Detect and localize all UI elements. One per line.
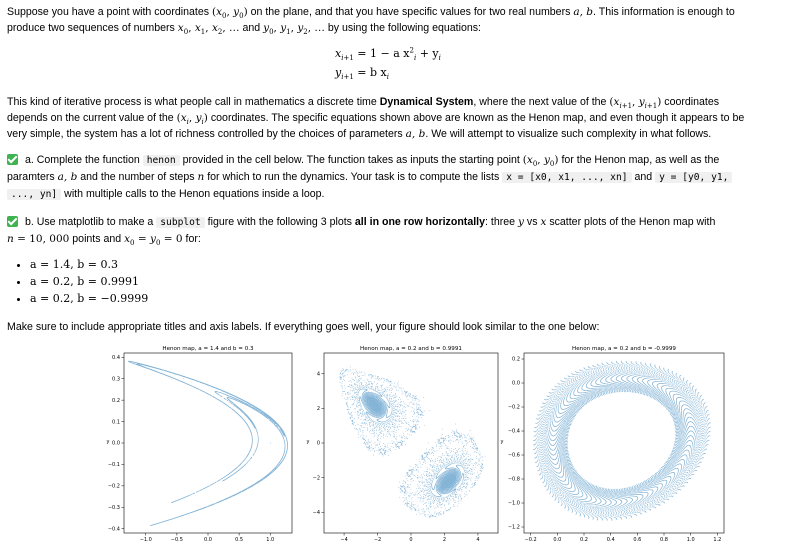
y-tick-label: −0.6 [507, 452, 520, 459]
task-b-text: for: [185, 233, 201, 245]
task-b-text: scatter plots of the Henon map with [549, 216, 716, 228]
task-a-text: and the number of steps [80, 171, 195, 183]
x-tick-label: 4 [476, 537, 480, 543]
x-tick-label: 1.2 [713, 537, 722, 543]
intro-text: Suppose you have a point with coordinates [7, 6, 210, 18]
task-b-text: b. Use matplotlib to make a [24, 216, 154, 228]
check-icon [7, 154, 18, 165]
task-a-text: with multiple calls to the Henon equations inside a loop. [64, 188, 325, 200]
task-b-text: figure with the following 3 plots [207, 216, 352, 228]
y-tick-label: 0.0 [112, 440, 120, 447]
intro-text: produce two sequences of numbers [7, 22, 175, 34]
list-item: • a = 0.2, b = −0.9999 [30, 290, 148, 307]
y-tick-label: 0.2 [112, 397, 120, 404]
henon-figure-svg [86, 342, 726, 548]
y-tick-label: 0.0 [512, 380, 520, 387]
x-tick-label: 0.5 [235, 537, 244, 543]
dynamics-text: This kind of iterative process is what people call in mathematics a discrete time [7, 96, 377, 108]
dynamics-paragraph: This kind of iterative process is what people call in mathematics a discrete time Dynamical System, where the next value of the ($x_{i+1}$, $y_{i+1}$) coordinates depends on the current value of the ($x_i$, $y_i$) coordinates. The specific equations shown above are known as the Henon map, and even though it appears to be very simple, the system has a lot of richness controlled by the choices of parameters a, b. We will attempt to visualize such complexity in what follows. [7, 96, 745, 140]
equation-x: $x_{i+1} = 1 - a$ $x^2_i + y_i$ [335, 46, 441, 63]
y-axis-label: y [106, 439, 110, 445]
dynamics-text: very simple, the system has a lot of richness controlled by the choices of parameters [7, 128, 403, 140]
y-tick-label: 0.1 [112, 419, 120, 426]
x-tick-label: −4 [340, 537, 348, 543]
task-b-paragraph: b. Use matplotlib to make a subplot figure with the following 3 plots all in one row horizontally: three y vs x scatter plots of the Henon map with n = 10, 000 points and $x_0 = y_0 = 0$ for: [7, 216, 716, 248]
y-tick-label: −4 [312, 509, 320, 516]
y-tick-label: −0.3 [107, 504, 120, 511]
intro-text: by using the following equations: [327, 22, 481, 34]
x-tick-label: 0.0 [553, 537, 562, 543]
task-b-text: : three [485, 216, 516, 228]
plot-title: Henon map, a = 0.2 and b = -0.9999 [572, 346, 676, 352]
x-tick-label: 1.0 [686, 537, 695, 543]
y-tick-label: −1.0 [507, 500, 520, 507]
y-tick-label: 0.3 [112, 376, 120, 383]
x-tick-label: 0 [409, 537, 413, 543]
task-a-text: paramters [7, 171, 55, 183]
henon-plot-1 [107, 346, 292, 543]
task-a-text: for which to run the dynamics. Your task is to compute the lists [207, 171, 500, 183]
equation-y: $y_{i+1} = b$ $x_i$ [335, 66, 390, 82]
x-tick-label: −0.5 [170, 537, 183, 543]
subplot-code: subplot [156, 217, 204, 228]
intro-text: and [242, 22, 261, 34]
plot-title: Henon map, a = 0.2 and b = 0.9991 [360, 346, 462, 352]
y-axis-label: y [500, 439, 504, 445]
dynamics-text: , where the next value of the [473, 96, 607, 108]
y-tick-label: −0.1 [107, 462, 120, 469]
check-icon [7, 216, 18, 227]
y-tick-label: 0 [316, 440, 320, 447]
task-b-bold: all in one row horizontally [354, 216, 485, 228]
y-tick-label: −2 [312, 475, 320, 482]
scatter-points [533, 361, 711, 520]
list-y-code: y = [y0, y1, [655, 172, 732, 183]
task-a-text: a. Complete the function [24, 154, 140, 166]
y-axis-label: y [306, 439, 310, 445]
x-tick-label: 0.6 [633, 537, 642, 543]
parameter-list [14, 256, 148, 307]
dynamics-text: depends on the current value of the [7, 112, 174, 124]
intro-text: . This information is enough to [593, 6, 735, 18]
y-tick-label: −0.8 [507, 476, 520, 483]
henon-code: henon [143, 155, 180, 166]
x-tick-label: 0.8 [660, 537, 668, 543]
task-a-text: and [634, 171, 653, 183]
list-item: • a = 0.2, b = 0.9991 [30, 273, 148, 290]
scatter-points [339, 367, 486, 518]
y-tick-label: −1.2 [507, 524, 520, 531]
dynamics-text: coordinates. The specific equations shown above are known as the Henon map, and even though it appears to be [210, 112, 745, 124]
x-tick-label: −2 [373, 537, 382, 543]
list-x-code: x = [x0, x1, ..., xn] [502, 172, 631, 183]
scatter-points [128, 361, 288, 525]
x-tick-label: −0.2 [524, 537, 537, 543]
y-tick-label: −0.2 [107, 483, 120, 490]
dynamics-text: coordinates [664, 96, 720, 108]
y-tick-label: −0.4 [507, 428, 520, 435]
intro-paragraph: Suppose you have a point with coordinates ($x_0$, $y_0$) on the plane, and that you have specific values for two real numbers a, b. This information is enough to produce two sequences of numbers $x_0$, $x_1$, $x_2$, … and $y_0$, $y_1$, $y_2$, … by using the following equations: [7, 6, 735, 37]
task-a-text: provided in the cell below. The function takes as inputs the starting point [182, 154, 520, 166]
x-tick-label: 0.4 [606, 537, 615, 543]
y-tick-label: 0.4 [112, 354, 120, 361]
y-tick-label: 2 [316, 406, 320, 413]
list-y-code: ..., yn] [7, 189, 61, 200]
x-tick-label: 1.0 [266, 537, 275, 543]
y-tick-label: 0.2 [512, 356, 520, 363]
henon-plot-2 [307, 346, 498, 543]
plot-title: Henon map, a = 1.4 and b = 0.3 [162, 346, 254, 352]
x-tick-label: 0.2 [580, 537, 588, 543]
henon-figure [86, 342, 726, 548]
x-tick-label: 0.0 [204, 537, 212, 543]
closing-paragraph: Make sure to include appropriate titles and axis labels. If everything goes well, your figure should look similar to the one below: [7, 321, 600, 333]
intro-text: on the plane, and that you have specific values for two real numbers [250, 6, 571, 18]
dynamics-text: . We will attempt to visualize such complexity in what follows. [425, 128, 712, 140]
henon-plot-3 [501, 346, 724, 543]
dynamics-bold: Dynamical System [379, 96, 474, 108]
x-tick-label: −1.0 [139, 537, 152, 543]
y-tick-label: −0.2 [507, 404, 520, 411]
y-tick-label: −0.4 [107, 526, 120, 533]
task-a-paragraph: a. Complete the function henon provided in the cell below. The function takes as inputs the starting point ($x_0$, $y_0$) for the Henon map, as well as the paramters a, b and the number of steps n for which to run the dynamics. Your task is to compute the lists x = [x0, x1, ..., xn] and y = [y0, y1, ..., yn] with multiple calls to the Henon equations inside a loop. [7, 152, 802, 203]
y-tick-label: 4 [316, 371, 320, 378]
task-b-text: vs [526, 216, 538, 228]
x-tick-label: 2 [442, 537, 447, 543]
task-b-text: points and [72, 233, 122, 245]
list-item: • a = 1.4, b = 0.3 [30, 256, 148, 273]
task-a-text: for the Henon map, as well as the [561, 154, 720, 166]
